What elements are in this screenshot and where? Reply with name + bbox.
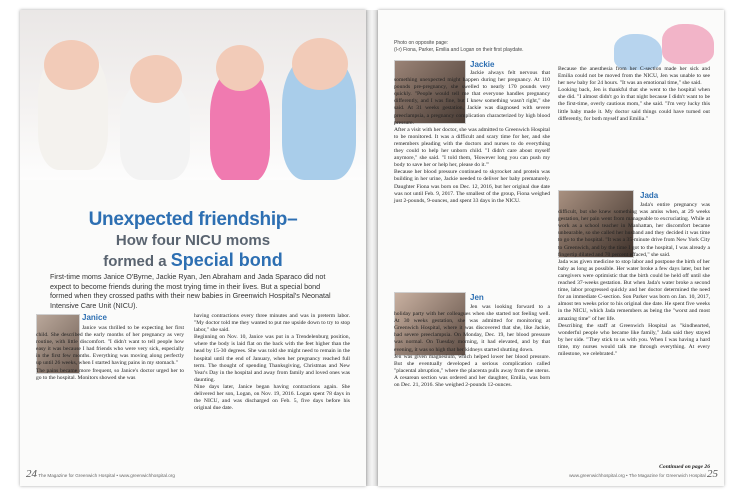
article-intro: First-time moms Janice O'Byrne, Jackie Ryan, Jen Abraham and Jada Sparaco did not expect to become friends during the most trying time in their lives. But a special bond formed when they crossed paths with their new babies in Greenwich Hospital's Neonatal Intensive Care Unit (NICU). [50, 272, 331, 310]
jen-subhead: Jen [470, 293, 484, 302]
baby-1-head [44, 40, 99, 90]
janice-subhead: Janice [82, 313, 107, 322]
right-footer [569, 468, 718, 480]
article-title-line1: Unexpected friendship– [88, 209, 298, 230]
left-page [20, 10, 366, 486]
babies-photo [20, 10, 366, 180]
janice-text-col1: Janice was thrilled to be expecting her first child. She described the early months of her pregnancy as very routine, with little discomfort. "I didn't want to tell people how easy it was because I had friends who were very sick, especially in the first few months. Everything was moving along perfectly up until 26 weeks, when I started having pains in my stomach." The pains became more frequent, so Janice's doctor urged her to go to the hospital. Monitors showed she was [36, 325, 184, 381]
baby-3-head [216, 45, 264, 91]
baby-2-head [130, 55, 182, 103]
jen-continued: Because the anesthesia from her C-section made her sick and Emilia could not be moved from the NICU, Jen was unable to see her new baby for 24 hours. "It was an emotional time," she said. Looking back, Jen is thankful that she went to the hospital when she did. "I almost didn't go in that night because I didn't want to be the first-time, overly cautious mom," she said. "I'm very lucky this little baby made it. My doctor said things could have turned out differently, for both myself and Emilia." [558, 66, 710, 122]
right-page [378, 10, 724, 486]
janice-column [36, 313, 184, 322]
title-line3-a: formed a [103, 253, 171, 270]
jada-subhead: Jada [640, 191, 659, 200]
title-line3-b: Special bond [170, 250, 283, 270]
article-title-line2: How four NICU moms [115, 232, 271, 249]
jada-text: Jada's entire pregnancy was difficult, but she knew something was amiss when, at 29 weeks gestation, her pain went from manageable to excruciating. While at work as a school teacher in Manhattan, her discomfort became unbearable, so she called her husband and they decided it was time to go to the hospital. "It was a 35-minute drive from New York City to Greenwich, and by the time I got to the hospital, I was already a fingertip dilated and 70 percent effaced," she said. Jada was given medicine to stop labor and postpone the birth of her baby as long as possible. Her water broke a few days later, but her caregivers were optimistic that the birth could be held off until she reached 37-weeks gestation. But when Jada's water broke a second time, labor progressed quickly and her doctor determined the need for an immediate C-section. Son Parker was born on Jan. 10, 2017, almost ten weeks prior to his original due date. He spent five weeks in the NICU, which Jada remembers as being the "worst and most amazing time" of her life. Describing the staff at Greenwich Hospital as "kindhearted, wonderful people who became like family," Jada said they stayed by her side. "They stick to us with you. When I was having a hard time, my nurses would talk me through everything. At every milestone, we celebrated." [558, 202, 710, 357]
magazine-gutter [366, 10, 378, 486]
left-page-number: 24 [26, 468, 37, 480]
jackie-text: Jackie always felt nervous that something unexpected might happen during her pregnancy. At 110 pounds pre-pregnancy, she swelled to nearly 170 pounds very quickly. "People would tell me that everyone handles pregnancy differently, and I was fine, but I knew something wasn't right," she said. At 31 weeks gestation, Jackie was diagnosed with severe preeclampsia, a pregnancy complication characterized by high blood pressure. After a visit with her doctor, she was admitted to Greenwich Hospital to be monitored. It was a difficult and scary time for her, and she remembers pleading with the doctors and nurses to do everything they could to help her unborn child. "I didn't care about myself anymore," she said. "I told them, 'However long you can push my body to save her or help her, please do it.'" Because her blood pressure continued to skyrocket and protein was building in her urine, Jackie needed to deliver her baby prematurely. Daughter Fiona was born on Dec. 12, 2016, but her original due date was not until Feb. 9, 2017. The smallest of the group, Fiona weighed just 2-pounds, 9-ounces, and spent 33 days in the NICU. [394, 70, 550, 204]
blue-bootie [614, 34, 662, 70]
janice-text-col2: having contractions every three minutes and was in preterm labor. "My doctor told me they wanted to put me upside down to try to stop labor," she said. Beginning on Nov. 10, Janice was put in a Trendelenburg position, where the body is laid flat on the back with the feet higher than the head by 15-30 degrees. She was told she might need to remain in the hospital until the end of January, when her pregnancy reached full term. The thought of spending Thanksgiving, Christmas and New Year's Day in the hospital and away from family and loved ones was daunting. Nine days later, Janice began having contractions again. She delivered her son, Logan, on Nov. 19, 2016. Logan spent 78 days in the NICU, and was discharged on Feb. 5, five days before his original due date. [194, 313, 350, 412]
left-footer [26, 468, 175, 480]
pink-bootie [662, 24, 714, 64]
continued-note: Continued on page 26 [659, 464, 710, 470]
left-footer-text: The Magazine for Greenwich Hospital • www.greenwichhospital.org [38, 473, 175, 478]
right-footer-text: www.greenwichhospital.org • The Magazine for Greenwich Hospital [569, 473, 706, 478]
right-page-number: 25 [707, 468, 718, 480]
baby-4-head [292, 38, 348, 90]
photo-caption: Photo on opposite page: (l-r) Fiona, Parker, Emilia and Logan on their first playdate. [394, 40, 524, 54]
jackie-subhead: Jackie [470, 60, 495, 69]
jen-text: Jen was looking forward to a holiday party with her colleagues when she started not feeling well. At 30 weeks gestation, she was admitted for monitoring at Greenwich Hospital, where it was discovered that she, like Jackie, had severe preeclampsia. On Monday, Dec. 19, her blood pressure was normal. On Tuesday morning, it had elevated, and by that evening, it was so high that her kidneys started shutting down. Jen was given magnesium, which helped lower her blood pressure. But she eventually developed a serious complication called "placental abruption," where the placenta pulls away from the uterus. A cesarean section was ordered and her daughter, Emilia, was born on Dec. 21, 2016. She weighed 2-pounds 12-ounces. [394, 304, 550, 389]
article-title-line3 [20, 250, 366, 271]
